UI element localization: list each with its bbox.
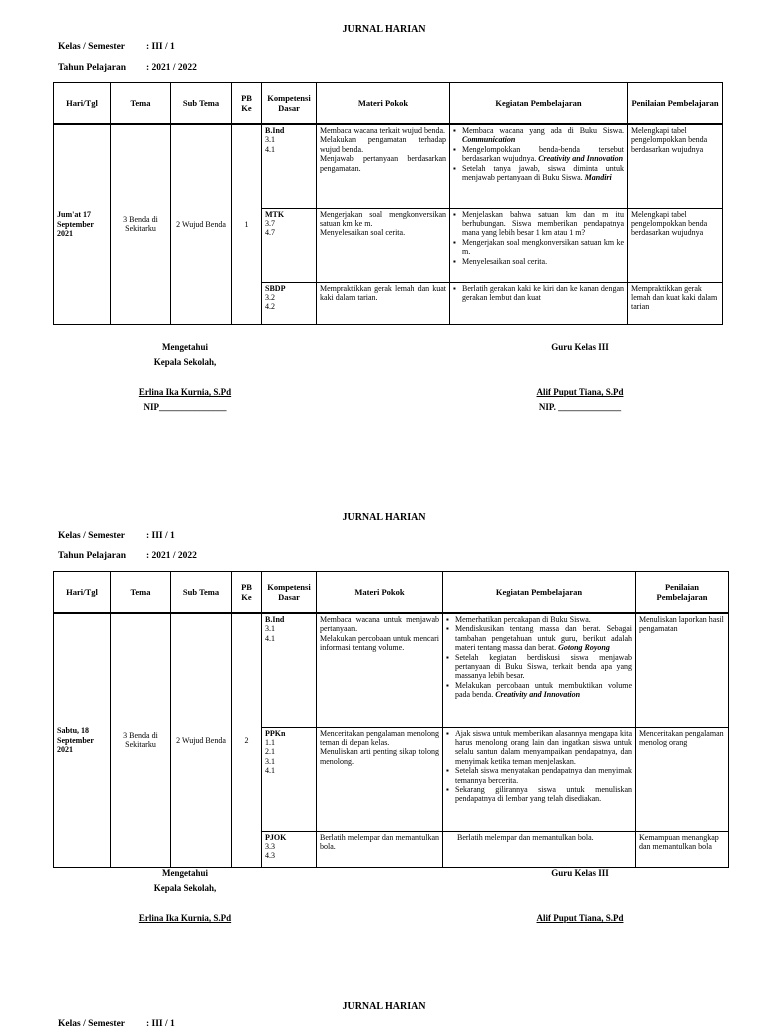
penilaian-cell: Menuliskan laporkan hasil pengamatan xyxy=(636,613,729,727)
kegiatan-item: ▪ Memerhatikan percakapan di Buku Siswa. xyxy=(455,615,632,624)
kegiatan-item: ▪ Melakukan percobaan untuk membuktikan volume pada benda. Creativity and Innovation xyxy=(455,681,632,700)
kd-numbers: 3.3 4.3 xyxy=(265,841,275,861)
header-kegiatan: Kegiatan Pembelajaran xyxy=(450,83,628,125)
kelas-label: Kelas / Semester xyxy=(58,531,126,541)
journal-table-2 xyxy=(53,571,729,868)
header-pb: PB Ke xyxy=(232,572,262,614)
header-kd: Kompetensi Dasar xyxy=(262,83,317,125)
kelas-value: : III / 1 xyxy=(146,1019,175,1029)
kepala-name: Erlina Ika Kurnia, S.Pd xyxy=(138,387,232,397)
materi-cell: Menceritakan pengalaman menolong teman di depan kelas. Menuliskan arti penting sikap tolong menolong. xyxy=(317,727,443,831)
materi-cell: Membaca wacana terkait wujud benda. Melakukan pengamatan terhadap wujud benda. Menjawab pertanyaan berdasarkan pengamatan. xyxy=(317,124,450,208)
kd-numbers: 3.1 4.1 xyxy=(265,624,275,643)
header-penilaian: Penilaian Pembelajaran xyxy=(636,572,729,614)
guru-name: Alif Puput Tiana, S.Pd xyxy=(536,913,624,923)
pb-cell: 2 xyxy=(232,613,262,867)
day-cell: Jum'at 17 September 2021 xyxy=(54,124,111,324)
kelas-label: Kelas / Semester xyxy=(58,1019,126,1029)
subject-label: PJOK xyxy=(265,832,287,842)
kegiatan-item: ▪ Menyelesaikan soal cerita. xyxy=(462,257,624,266)
kegiatan-cell xyxy=(450,282,628,324)
table-row xyxy=(54,613,729,727)
header-hari: Hari/Tgl xyxy=(54,572,111,614)
header-pb: PB Ke xyxy=(232,83,262,125)
kegiatan-item: ▪ Berlatih gerakan kaki ke kiri dan ke kanan dengan gerakan lembut dan kuat xyxy=(462,284,624,303)
kelas-label: Kelas / Semester xyxy=(58,42,126,52)
tahun-label: Tahun Pelajaran xyxy=(58,551,127,561)
kegiatan-cell: Berlatih melempar dan memantulkan bola. xyxy=(443,831,636,867)
kd-cell xyxy=(262,282,317,324)
guru-name: Alif Puput Tiana, S.Pd xyxy=(536,387,624,397)
kegiatan-item: ▪ Mengelompokkan benda-benda tersebut berdasarkan wujudnya. Creativity and Innovation xyxy=(462,145,624,164)
tahun-value: : 2021 / 2022 xyxy=(146,63,197,73)
kegiatan-cell xyxy=(443,727,636,831)
nip-right: NIP. ______________ xyxy=(538,402,622,412)
penilaian-cell: Mempraktikkan gerak lemah dan kuat kaki dalam tarian xyxy=(628,282,723,324)
nip-left: NIP_______________ xyxy=(143,402,227,412)
tema-cell: 3 Benda di Sekitarku xyxy=(111,124,171,324)
day-cell: Sabtu, 18 September 2021 xyxy=(54,613,111,867)
subtema-cell: 2 Wujud Benda xyxy=(171,124,232,324)
header-materi: Materi Pokok xyxy=(317,572,443,614)
materi-cell: Berlatih melempar dan memantulkan bola. xyxy=(317,831,443,867)
kd-numbers: 3.7 4.7 xyxy=(265,218,275,238)
kelas-semester-line xyxy=(58,1019,175,1029)
header-tema: Tema xyxy=(111,572,171,614)
kegiatan-item: ▪ Mengerjakan soal mengkonversikan satuan km ke m. xyxy=(462,238,624,257)
materi-cell: Mempraktikkan gerak lemah dan kuat kaki dalam tarian. xyxy=(317,282,450,324)
materi-cell: Mengerjakan soal mengkonversikan satuan km ke m. Menyelesaikan soal cerita. xyxy=(317,208,450,282)
kegiatan-item: ▪ Menjelaskan bahwa satuan km dan m itu berhubungan. Siswa memberikan pendapatnya mana yang lebih besar 1 km atau 1 m? xyxy=(462,210,624,238)
penilaian-cell: Kemampuan menangkap dan memantulkan bola xyxy=(636,831,729,867)
kegiatan-cell xyxy=(443,613,636,727)
kegiatan-item: ▪ Sekarang gilirannya siswa untuk menuliskan pendapatnya di lembar yang telah disediakan. xyxy=(455,785,632,804)
table-row xyxy=(54,124,723,208)
header-kd: Kompetensi Dasar xyxy=(262,572,317,614)
header-penilaian: Penilaian Pembelajaran xyxy=(628,83,723,125)
header-subtema: Sub Tema xyxy=(171,572,232,614)
header-tema: Tema xyxy=(111,83,171,125)
kd-cell xyxy=(262,727,317,831)
tahun-value: : 2021 / 2022 xyxy=(146,551,197,561)
subject-label: B.Ind xyxy=(265,126,285,135)
kepala-name: Erlina Ika Kurnia, S.Pd xyxy=(138,913,232,923)
kegiatan-item: ▪ Ajak siswa untuk memberikan alasannya mengapa kita harus menolong orang lain dan ingatkan siswa untuk selalu santun dalam menyampaikan pendapatnya, dan menyimak ketika teman menjelaskan. xyxy=(455,729,632,767)
penilaian-cell: Menceritakan pengalaman menolog orang xyxy=(636,727,729,831)
penilaian-cell: Melengkapi tabel pengelompokkan benda berdasarkan wujudnya xyxy=(628,124,723,208)
kegiatan-item: ▪ Setelah siswa menyatakan pendapatnya dan menyimak temannya bercerita. xyxy=(455,766,632,785)
subtema-cell: 2 Wujud Benda xyxy=(171,613,232,867)
kd-cell xyxy=(262,613,317,727)
kegiatan-item: ▪ Mendiskusikan tentang massa dan berat. Sebagai tambahan pengetahuan untuk guru, berikut adalah materi tentang massa dan berat. Gotong Royong xyxy=(455,624,632,652)
kd-numbers: 3.1 4.1 xyxy=(265,135,275,154)
signature-guru-kelas: Guru Kelas III Alif Puput Tiana, S.Pd NIP. ______________ xyxy=(505,340,655,415)
kegiatan-item: ▪ Setelah kegiatan berdiskusi siswa menjawab pertanyaan di Buku Siswa, terkait benda apa yang massanya lebih besar. xyxy=(455,653,632,681)
kd-cell xyxy=(262,124,317,208)
subject-label: MTK xyxy=(265,209,285,219)
page-title: JURNAL HARIAN xyxy=(342,1001,426,1012)
page-title: JURNAL HARIAN xyxy=(342,24,426,35)
tema-cell: 3 Benda di Sekitarku xyxy=(111,613,171,867)
subject-label: B.Ind xyxy=(265,615,285,624)
kegiatan-item: ▪ Membaca wacana yang ada di Buku Siswa. Communication xyxy=(462,126,624,145)
kelas-value: : III / 1 xyxy=(146,42,175,52)
journal-table-1 xyxy=(53,82,723,325)
kegiatan-cell xyxy=(450,124,628,208)
kd-numbers: 3.2 4.2 xyxy=(265,292,275,312)
kelas-semester-line xyxy=(58,42,175,52)
kelas-semester-line xyxy=(58,531,175,541)
header-subtema: Sub Tema xyxy=(171,83,232,125)
materi-cell: Membaca wacana untuk menjawab pertanyaan. Melakukan percobaan untuk mencari informasi tentang volume. xyxy=(317,613,443,727)
kd-cell xyxy=(262,831,317,867)
signature-kepala-sekolah: Mengetahui Kepala Sekolah, Erlina Ika Kurnia, S.Pd NIP_______________ xyxy=(110,340,260,415)
header-hari: Hari/Tgl xyxy=(54,83,111,125)
page-title: JURNAL HARIAN xyxy=(342,512,426,523)
tahun-pelajaran-line xyxy=(58,551,197,561)
signature-guru-kelas: Guru Kelas III Alif Puput Tiana, S.Pd xyxy=(505,866,655,926)
header-kegiatan: Kegiatan Pembelajaran xyxy=(443,572,636,614)
kegiatan-cell xyxy=(450,208,628,282)
header-materi: Materi Pokok xyxy=(317,83,450,125)
tahun-pelajaran-line xyxy=(58,63,197,73)
subject-label: PPKn xyxy=(265,728,286,738)
kd-cell xyxy=(262,208,317,282)
subject-label: SBDP xyxy=(265,283,286,293)
tahun-label: Tahun Pelajaran xyxy=(58,63,127,73)
signature-kepala-sekolah: Mengetahui Kepala Sekolah, Erlina Ika Kurnia, S.Pd xyxy=(110,866,260,926)
pb-cell: 1 xyxy=(232,124,262,324)
kd-numbers: 1.1 2.1 3.1 4.1 xyxy=(265,737,275,776)
kegiatan-item: ▪ Setelah tanya jawab, siswa diminta untuk menjawab pertanyaan di Buku Siswa. Mandiri xyxy=(462,164,624,183)
kelas-value: : III / 1 xyxy=(146,531,175,541)
penilaian-cell: Melengkapi tabel pengelompokkan benda berdasarkan wujudnya xyxy=(628,208,723,282)
